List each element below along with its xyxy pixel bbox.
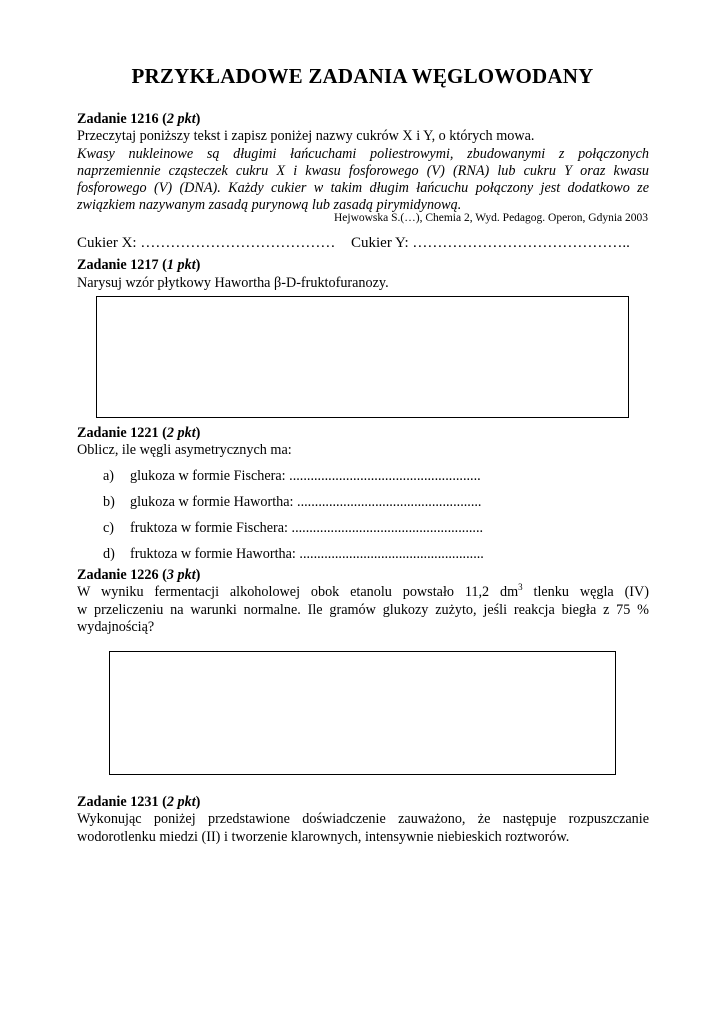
task-1226-line: w przeliczeniu na warunki normalne. Ile gramów glukozy zużyto, jeśli reakcja biegła z 75 %	[77, 602, 649, 618]
task-1217-points: 1 pkt	[166, 257, 196, 273]
option-text: fruktoza w formie Hawortha: ....................................................	[130, 546, 484, 562]
superscript-3: 3	[518, 582, 523, 592]
answer-cukier-x: Cukier X: …………………………………	[77, 235, 336, 251]
task-1221-close-paren: )	[195, 425, 201, 441]
task-1217-close-paren: )	[195, 257, 201, 273]
task-1221-points: 2 pkt	[166, 425, 196, 441]
task-1216-open-paren: (	[162, 111, 167, 127]
task-1226-line-text: W wyniku fermentacji alkoholowej obok etanolu powstało 11,2 dm	[77, 584, 519, 600]
answer-box-1226[interactable]	[109, 651, 616, 775]
option-a	[103, 468, 481, 485]
task-1226-line-text: tlenku węgla (IV)	[522, 584, 649, 600]
task-1226-close-paren: )	[195, 567, 201, 583]
option-letter: b)	[103, 494, 115, 510]
task-1216-text-line: fosforowego (V) (DNA). Każdy cukier w takim długim łańcuchu połączony jest dodatkowo ze	[77, 180, 649, 196]
task-1226-line	[77, 583, 649, 601]
option-letter: c)	[103, 520, 115, 536]
task-1221-label: Zadanie 1221	[77, 425, 159, 441]
task-1216-text-line: związkiem nazywanym zasadą purynową lub zasadą pirymidynową.	[77, 197, 462, 213]
task-1216-instruction: Przeczytaj poniższy tekst i zapisz poniżej nazwy cukrów X i Y, o których mowa.	[77, 128, 535, 144]
task-1217-label: Zadanie 1217	[77, 257, 159, 273]
option-d	[103, 546, 484, 563]
task-1221-heading	[77, 424, 649, 442]
task-1216-heading	[77, 110, 649, 128]
task-1216-close-paren: )	[195, 111, 201, 127]
option-text: fruktoza w formie Fischera: ......................................................	[130, 520, 484, 536]
option-c	[103, 520, 483, 537]
task-1231-points: 2 pkt	[166, 794, 196, 810]
task-1226-points: 3 pkt	[166, 567, 196, 583]
task-1221-open-paren: (	[162, 425, 167, 441]
task-1216-text-line: Kwasy nukleinowe są długimi łańcuchami poliestrowymi, zbudowanymi z połączonych	[77, 146, 649, 162]
task-1226-label: Zadanie 1226	[77, 567, 159, 583]
task-1226-heading	[77, 566, 649, 584]
task-1231-line: wodorotlenku miedzi (II) i tworzenie klarownych, intensywnie niebieskich roztworów.	[77, 829, 570, 845]
page-title: PRZYKŁADOWE ZADANIA WĘGLOWODANY	[131, 64, 594, 88]
option-letter: d)	[103, 546, 115, 562]
answer-cukier-y: Cukier Y: ……………………………………..	[351, 235, 630, 251]
option-b	[103, 494, 481, 511]
task-1216-label: Zadanie 1216	[77, 111, 159, 127]
task-1226-open-paren: (	[162, 567, 167, 583]
task-1216-text-line: naprzemiennie cząsteczek cukru X i kwasu fosforowego (V) (RNA) lub cukru Y oraz kwasu	[77, 163, 649, 179]
task-1231-open-paren: (	[162, 794, 167, 810]
answer-box-1217[interactable]	[96, 296, 629, 418]
task-1221-instruction: Oblicz, ile węgli asymetrycznych ma:	[77, 442, 292, 458]
task-1226-line: wydajnością?	[77, 619, 155, 635]
task-1216-source: Hejwowska S.(…), Chemia 2, Wyd. Pedagog. Operon, Gdynia 2003	[333, 212, 648, 224]
task-1216-points: 2 pkt	[166, 111, 196, 127]
task-1217-heading	[77, 256, 649, 274]
option-text: glukoza w formie Fischera: ......................................................	[130, 468, 481, 484]
task-1231-line: Wykonując poniżej przedstawione doświadczenie zauważono, że następuje rozpuszczanie	[77, 811, 649, 827]
task-1231-close-paren: )	[195, 794, 201, 810]
task-1217-instruction: Narysuj wzór płytkowy Hawortha β-D-fruktofuranozy.	[77, 275, 389, 291]
task-1231-label: Zadanie 1231	[77, 794, 159, 810]
option-text: glukoza w formie Hawortha: ....................................................	[130, 494, 482, 510]
option-letter: a)	[103, 468, 115, 484]
task-1217-open-paren: (	[162, 257, 167, 273]
task-1231-heading	[77, 793, 649, 811]
